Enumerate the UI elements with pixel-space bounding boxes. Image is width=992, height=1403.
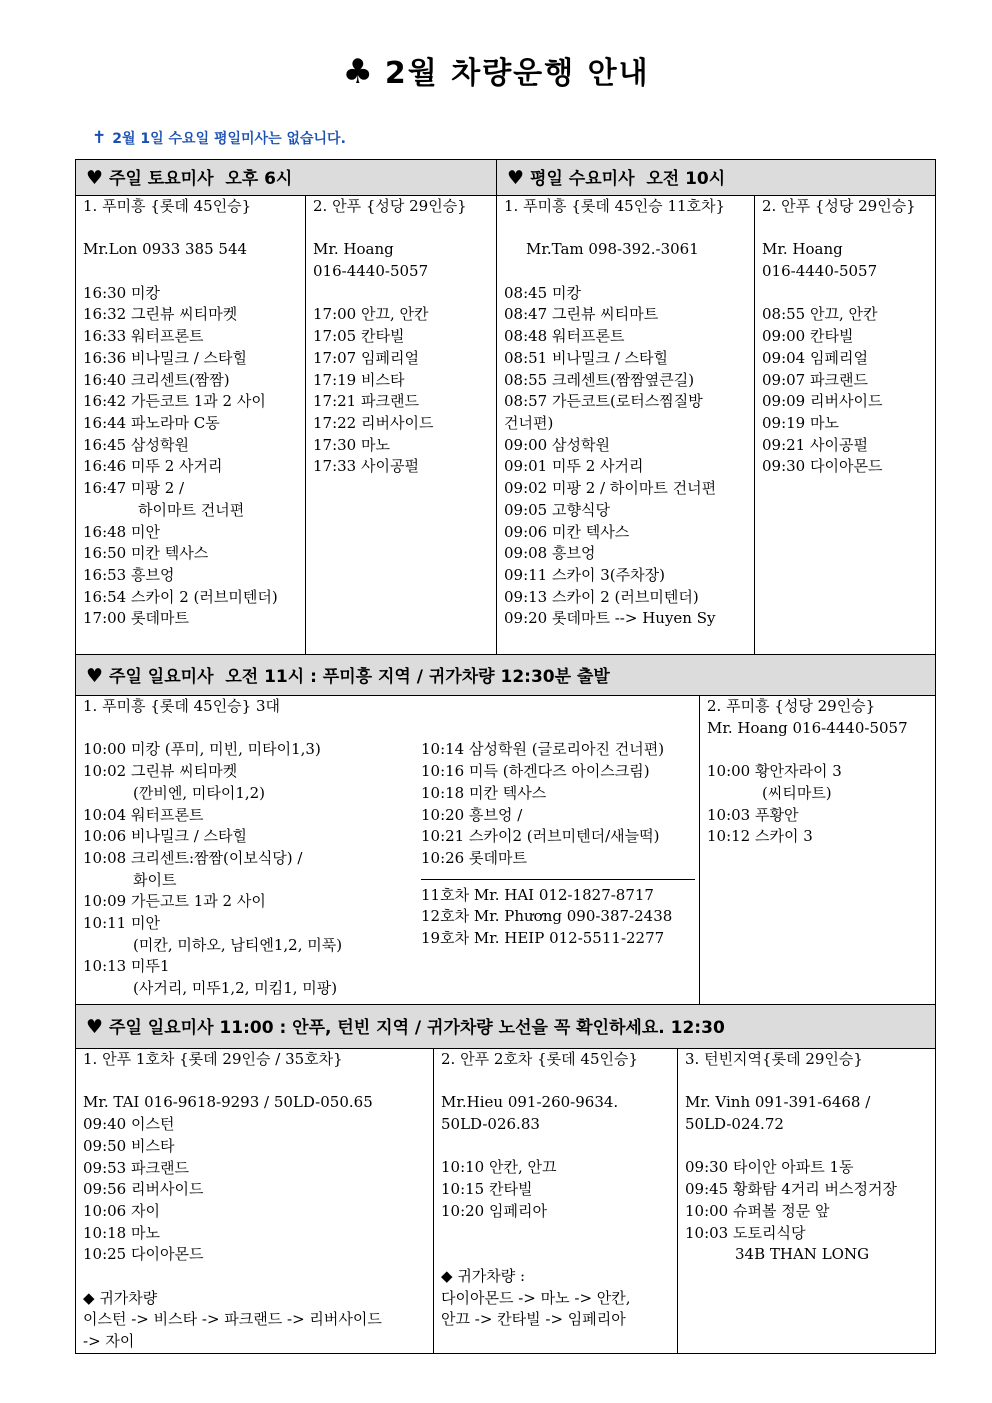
spacer [762, 218, 935, 240]
driver-contact: 11호차 Mr. HAI 012-1827-8717 [421, 885, 654, 904]
heart-icon: ♥ [507, 167, 525, 189]
stop-item: 10:03 푸황안 [707, 805, 799, 824]
stop-item: 08:57 가든코트(로터스찜질방 [504, 392, 703, 411]
stop-item: 09:00 칸타빌 [762, 327, 854, 346]
spacer [313, 283, 496, 305]
stop-item: 10:11 미안 [83, 914, 160, 933]
route-title: 2. 안푸 2호차 {롯데 45인승} [441, 1050, 639, 1068]
saturday-route-2 [305, 195, 497, 655]
stop-item: 09:53 파크랜드 [83, 1158, 189, 1177]
stop-item: 10:16 미득 (하겐다즈 아이스크림) [421, 762, 650, 781]
sunday-thanhbinh-route-3 [677, 1048, 936, 1354]
stop-item: 10:03 도토리식당 [685, 1223, 806, 1242]
stop-item: 09:05 고향식당 [504, 500, 610, 519]
heart-icon: ♥ [86, 167, 104, 189]
stop-item: 09:06 미칸 텍사스 [504, 522, 630, 541]
return-label-row [83, 1288, 433, 1310]
stop-item: 17:05 칸타빌 [313, 327, 405, 346]
saturday-mass-title: 주일 토요미사 오후 6시 [109, 169, 293, 189]
wednesday-route-1 [496, 195, 755, 655]
vehicle-plate: 50LD-026.83 [441, 1115, 540, 1134]
driver-name: Mr. Hoang [313, 240, 394, 259]
stop-item: (미칸, 미하오, 남티엔1,2, 미푹) [133, 935, 343, 954]
route-title: 1. 안푸 1호차 {롯데 29인승 / 35호차} [83, 1050, 343, 1068]
stop-item: 08:47 그린뷰 씨티마트 [504, 305, 659, 324]
return-label: 귀가차량 [99, 1288, 158, 1307]
driver-contact: Mr.Lon 0933 385 544 [83, 240, 248, 259]
stop-item: 10:06 자이 [83, 1201, 160, 1220]
stop-item: 10:04 워터프론트 [83, 805, 204, 824]
return-label-row [441, 1266, 677, 1288]
diamond-icon: ◆ [441, 1266, 458, 1285]
sunday-anphu-route-2 [433, 1048, 678, 1354]
stop-item: 10:09 가든고트 1과 2 사이 [83, 892, 266, 911]
driver-contact: 12호차 Mr. Phương 090-387-2438 [421, 907, 673, 926]
stop-item: 16:32 그린뷰 씨티마켓 [83, 305, 238, 324]
spacer [83, 1266, 433, 1288]
stop-item: 10:13 미뚜1 [83, 957, 170, 976]
stop-item: 09:01 미뚜 2 사거리 [504, 457, 644, 476]
driver-contact: Mr. Hoang 016-4440-5057 [707, 718, 908, 737]
return-label: 귀가차량 : [457, 1266, 526, 1285]
stop-item: 09:04 임페리얼 [762, 348, 868, 367]
return-route: 이스턴 -> 비스타 -> 파크랜드 -> 리버사이드 [83, 1310, 382, 1329]
stop-item: 17:19 비스타 [313, 370, 405, 389]
wednesday-mass-header [496, 159, 936, 196]
route-title: 1. 푸미흥 {롯데 45인승} [83, 197, 252, 215]
stop-item: 16:54 스카이 2 (러브미텐더) [83, 587, 278, 606]
sunday-anphu-route-1 [75, 1048, 434, 1354]
divider [421, 879, 695, 880]
saturday-route-1 [75, 195, 306, 655]
heart-icon: ♥ [86, 1016, 104, 1038]
stop-item: (사거리, 미뚜1,2, 미킴1, 미팡) [133, 979, 338, 998]
club-icon: ♣ [342, 52, 375, 92]
stop-item: 10:00 미캉 (푸미, 미빈, 미타이1,3) [83, 740, 321, 759]
stop-item: 10:15 칸타빌 [441, 1180, 533, 1199]
route-title: 3. 턴빈지역{롯데 29인승} [685, 1050, 863, 1068]
stop-item: 08:55 안끄, 안칸 [762, 305, 878, 324]
stop-item: (씨티마트) [762, 783, 832, 802]
stop-item: 08:45 미캉 [504, 283, 581, 302]
stop-item: 09:02 미팡 2 / 하이마트 건너편 [504, 479, 717, 498]
stop-item: 10:12 스카이 3 [707, 827, 813, 846]
page-title [0, 48, 992, 92]
spacer [504, 218, 754, 240]
return-route: 다이아몬드 -> 마노 -> 안칸, [441, 1288, 631, 1307]
route-title: 2. 푸미흥 {성당 29인승} [707, 697, 876, 715]
wednesday-mass-title: 평일 수요미사 오전 10시 [530, 169, 726, 189]
spacer [441, 1244, 677, 1266]
stop-item: 16:33 워터프론트 [83, 327, 204, 346]
stop-item: 16:48 미안 [83, 522, 160, 541]
stop-item: 09:40 이스턴 [83, 1115, 175, 1134]
stop-item: 09:45 황화탐 4거리 버스정거장 [685, 1180, 897, 1199]
spacer [685, 1071, 935, 1093]
diamond-icon: ◆ [83, 1288, 100, 1307]
stop-item: 10:20 임페리아 [441, 1201, 547, 1220]
stop-item: 16:36 비나밀크 / 스타힐 [83, 348, 248, 367]
stop-item: (깐비엔, 미타이1,2) [133, 783, 266, 802]
spacer [441, 1071, 677, 1093]
stop-item: 16:30 미캉 [83, 283, 160, 302]
sunday-anphu-title: 주일 일요미사 11:00 : 안푸, 턴빈 지역 / 귀가차량 노선을 꼭 확인하세요. 12:30 [109, 1018, 725, 1038]
spacer [83, 718, 699, 740]
spacer [707, 739, 935, 761]
stop-item: 17:00 롯데마트 [83, 609, 189, 628]
saturday-mass-header [75, 159, 497, 196]
stop-item: 17:00 안끄, 안칸 [313, 305, 429, 324]
stop-item: 건너편) [504, 414, 554, 432]
stop-item: 16:44 파노라마 C동 [83, 414, 220, 432]
notice [92, 128, 346, 148]
driver-phone: 016-4440-5057 [762, 262, 878, 281]
stop-item: 09:21 사이공펄 [762, 435, 868, 454]
driver-contact: Mr. TAI 016-9618-9293 / 50LD-050.65 [83, 1093, 373, 1112]
stop-item: 17:07 임페리얼 [313, 348, 419, 367]
stop-item: 08:51 비나밀크 / 스타힐 [504, 348, 669, 367]
stop-item: 16:42 가든코트 1과 2 사이 [83, 392, 266, 411]
driver-contact: Mr. Vinh 091-391-6468 / [685, 1093, 871, 1112]
stop-item: 16:46 미뚜 2 사거리 [83, 457, 223, 476]
stop-item: 08:55 크레센트(짬짬옆큰길) [504, 370, 695, 389]
stops-left-column [83, 739, 423, 999]
stop-item: 09:13 스카이 2 (러브미텐더) [504, 587, 699, 606]
stop-item: 10:21 스카이2 (러브미텐더/새늘떡) [421, 827, 660, 846]
stop-item: 화이트 [133, 870, 177, 889]
stop-item: 09:09 리버사이드 [762, 392, 883, 411]
driver-name: Mr. Hoang [762, 240, 843, 259]
stop-item: 10:08 크리센트:짬짬(이보식당) / [83, 848, 303, 867]
stop-item: 10:06 비나밀크 / 스타힐 [83, 827, 248, 846]
stop-item: 10:18 미칸 텍사스 [421, 783, 547, 802]
spacer [313, 218, 496, 240]
stop-item: 16:53 흥브엉 [83, 565, 175, 584]
stop-item: 10:26 롯데마트 [421, 848, 527, 867]
driver-phone: 016-4440-5057 [313, 262, 429, 281]
stop-item: 09:56 리버사이드 [83, 1180, 204, 1199]
route-title: 1. 푸미흥 {롯데 45인승 11호차} [504, 197, 726, 215]
stop-item: 09:08 흥브엉 [504, 544, 596, 563]
stop-item: 10:02 그린뷰 씨티마켓 [83, 762, 238, 781]
spacer [83, 1071, 433, 1093]
return-route: 안끄 -> 칸타빌 -> 임페리아 [441, 1310, 626, 1329]
heart-icon: ♥ [86, 665, 104, 687]
driver-contact: Mr.Hieu 091-260-9634. [441, 1093, 619, 1112]
wednesday-route-2 [754, 195, 936, 655]
sunday-11am-header [75, 654, 936, 696]
stop-item: 09:00 삼성학원 [504, 435, 610, 454]
address-note: 34B THAN LONG [735, 1245, 870, 1264]
stop-item: 08:48 워터프론트 [504, 327, 625, 346]
driver-contact: 19호차 Mr. HEIP 012-5511-2277 [421, 929, 665, 948]
route-title: 2. 안푸 {성당 29인승} [313, 197, 467, 215]
title-text: 2월 차량운행 안내 [384, 56, 650, 91]
stop-item: 16:45 삼성학원 [83, 435, 189, 454]
stop-item: 10:14 삼성학원 (글로리아진 건너편) [421, 740, 665, 759]
sunday-phumyhung-route-2 [699, 695, 936, 1005]
spacer [83, 261, 305, 283]
stops-right-column [421, 739, 699, 949]
stop-item: 10:25 다이아몬드 [83, 1245, 204, 1264]
stop-item: 16:47 미팡 2 / [83, 479, 185, 498]
spacer [83, 218, 305, 240]
stop-item: 09:19 마노 [762, 414, 839, 432]
stop-item: 10:18 마노 [83, 1223, 160, 1242]
stop-item: 10:10 안칸, 안끄 [441, 1158, 557, 1177]
stop-item: 하이마트 건너편 [138, 500, 245, 519]
spacer [504, 261, 754, 283]
driver-contact: Mr.Tam 098-392.-3061 [526, 240, 699, 259]
notice-text: 2월 1일 수요일 평일미사는 없습니다. [112, 131, 346, 147]
stop-item: 09:07 파크랜드 [762, 370, 868, 389]
stop-item: 10:00 슈퍼볼 정문 앞 [685, 1201, 830, 1220]
route-title: 2. 안푸 {성당 29인승} [762, 197, 916, 215]
stop-item: 17:33 사이공펄 [313, 457, 419, 476]
stop-item: 09:30 다이아몬드 [762, 457, 883, 476]
stop-item: 09:50 비스타 [83, 1136, 175, 1155]
stop-item: 09:20 롯데마트 --> Huyen Sy [504, 609, 716, 628]
vehicle-plate: 50LD-024.72 [685, 1115, 784, 1134]
stop-item: 10:00 황안자라이 3 [707, 762, 842, 781]
stop-item: 16:40 크리센트(짬짬) [83, 370, 230, 389]
cross-icon: ✝ [92, 128, 107, 148]
sunday-phumyhung-route-1 [75, 695, 700, 1005]
stop-item: 17:30 마노 [313, 435, 390, 454]
sunday-11am-title: 주일 일요미사 오전 11시 : 푸미흥 지역 / 귀가차량 12:30분 출발 [109, 667, 610, 687]
spacer [762, 283, 935, 305]
spacer [685, 1136, 935, 1158]
sunday-anphu-header [75, 1004, 936, 1049]
spacer [441, 1136, 677, 1158]
route-title: 1. 푸미흥 {롯데 45인승} 3대 [83, 697, 281, 715]
stop-item: 10:20 흥브엉 / [421, 805, 523, 824]
spacer [441, 1223, 677, 1245]
stop-item: 09:11 스카이 3(주차장) [504, 565, 665, 584]
stop-item: 09:30 타이안 아파트 1동 [685, 1158, 854, 1177]
stop-item: 17:22 리버사이드 [313, 414, 434, 432]
stop-item: 17:21 파크랜드 [313, 392, 419, 411]
stop-item: 16:50 미칸 텍사스 [83, 544, 209, 563]
return-route: -> 자이 [83, 1332, 135, 1351]
